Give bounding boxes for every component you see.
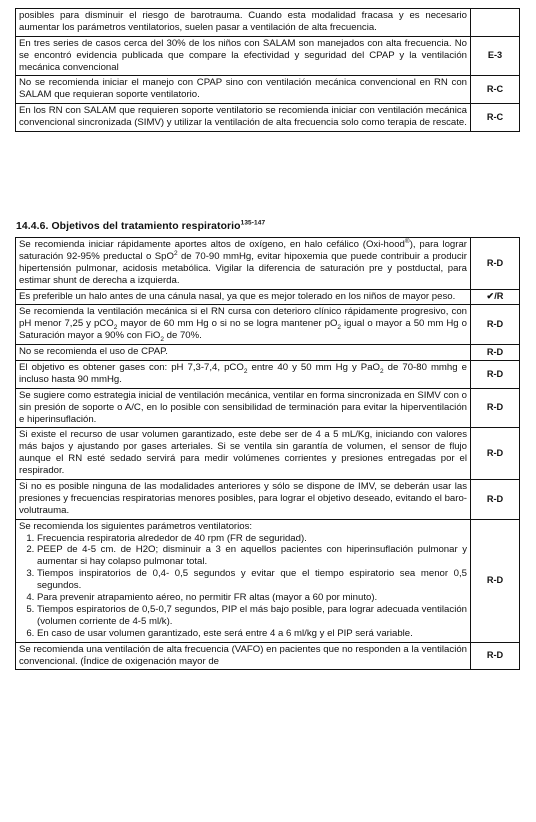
list-item: 1. Frecuencia respiratoria alrededor de 40 rpm (FR de seguridad). xyxy=(37,533,467,545)
table-row xyxy=(16,361,520,389)
row-text: El objetivo es obtener gases con: pH 7,3-7,4, pCO$_2$ entre 40 y 50 mm Hg y PaO$_2$ de 70-80 mmhg e incluso hasta 90 mmHg. xyxy=(16,361,471,389)
table-row xyxy=(16,519,520,642)
row-text: En tres series de casos cerca del 30% de los niños con SALAM son manejados con alta frecuencia. No se encontró evidencia publicada que compare la efectividad y seguridad del CPAP y la ventilación mecánica convencional xyxy=(16,36,471,76)
evidence-level: R-D xyxy=(471,388,520,428)
list-item: 5. Tiempos espiratorios de 0,5-0,7 segundos, PIP el más bajo posible, para lograr adecuada ventilación (volumen corriente de 4-5 ml/k). xyxy=(37,604,467,628)
evidence-level: R-D xyxy=(471,428,520,480)
row-text: En los RN con SALAM que requieren soporte ventilatorio se recomienda iniciar con ventilación mecánica convencional sincronizada (SIMV) y utilizar la ventilación de alta frecuencia solo como terapia de rescate. xyxy=(16,104,471,132)
evidence-level: E-3 xyxy=(471,36,520,76)
evidence-level: R-C xyxy=(471,76,520,104)
row-text: Se recomienda la ventilación mecánica si el RN cursa con deterioro clínico rápidamente progresivo, con pH menor 7,25 y pCO$_2$ mayor de 60 mm Hg o si no se logra mantener $pO_2$ igual o mayor a 50 mm Hg o Saturación mayor a 90% con FiO$_2$ de 70%. xyxy=(16,305,471,345)
row-text xyxy=(16,519,471,642)
table-row xyxy=(16,388,520,428)
list-item: 3. Tiempos inspiratorios de 0,4- 0,5 segundos y evitar que el tiempo espiratorio sea menor 0,5 segundos. xyxy=(37,568,467,592)
section-title: 14.4.6. Objetivos del tratamiento respiratorio xyxy=(16,221,241,232)
row-text: Si no es posible ninguna de las modalidades anteriores y sólo se dispone de IMV, se deberán usar las presiones y frecuencias respiratorias menores posibles, para lograr el objetivo deseado, evitando el baro-volutrauma. xyxy=(16,480,471,520)
list-item: 4. Para prevenir atrapamiento aéreo, no permitir FR altas (mayor a 60 por minuto). xyxy=(37,592,467,604)
row-text: Es preferible un halo antes de una cánula nasal, ya que es mejor tolerado en los niños de mayor peso. xyxy=(16,289,471,305)
evidence-level: R-D xyxy=(471,480,520,520)
respiratory-objectives-table xyxy=(15,237,520,670)
table-row xyxy=(16,480,520,520)
ventilatory-parameters-list xyxy=(19,533,467,640)
evidence-level: R-D xyxy=(471,361,520,389)
evidence-level: ✔/R xyxy=(471,289,520,305)
evidence-level xyxy=(471,9,520,37)
evidence-level: R-D xyxy=(471,345,520,361)
table-row xyxy=(16,9,520,37)
row-text: No se recomienda iniciar el manejo con CPAP sino con ventilación mecánica convencional en RN con SALAM que requieran soporte ventilatorio. xyxy=(16,76,471,104)
evidence-level: R-D xyxy=(471,519,520,642)
table-row xyxy=(16,104,520,132)
table-row xyxy=(16,642,520,670)
table-row xyxy=(16,345,520,361)
list-item: 2. PEEP de 4-5 cm. de H2O; disminuir a 3 en aquellos pacientes con hiperinsuflación pulmonar y aumentar si hay colapso pulmonar total. xyxy=(37,544,467,568)
section-heading xyxy=(16,221,265,234)
table-row xyxy=(16,36,520,76)
table-row xyxy=(16,238,520,290)
section-references: 135-147 xyxy=(240,219,266,227)
list-item: 6. En caso de usar volumen garantizado, este será entre 4 a 6 ml/kg y el PIP será variable. xyxy=(37,628,467,640)
evidence-level: R-D xyxy=(471,238,520,290)
table-row xyxy=(16,305,520,345)
row-text: Se sugiere como estrategia inicial de ventilación mecánica, ventilar en forma sincronizada en SIMV con o sin presión de soporte o A/C, en lo posible con sensibilidad de terminación para evitar la hiperventilación e hiperinsuflación. xyxy=(16,388,471,428)
evidence-level: R-D xyxy=(471,642,520,670)
parameters-intro: Se recomienda los siguientes parámetros ventilatorios: xyxy=(19,520,253,532)
row-text: Si existe el recurso de usar volumen garantizado, este debe ser de 4 a 5 mL/Kg, iniciando con valores más bajos y ajustando por gases arteriales. Si se ventila sin garantía de volumen, el sensor de flujo aunque el RN esté sedado servirá para medir volúmenes corrientes y presiones entregadas por el respirador. xyxy=(16,428,471,480)
evidence-level: R-C xyxy=(471,104,520,132)
table-row xyxy=(16,428,520,480)
row-text: No se recomienda el uso de CPAP. xyxy=(16,345,471,361)
previous-recommendations-table xyxy=(15,8,520,132)
row-text: posibles para disminuir el riesgo de barotrauma. Cuando esta modalidad fracasa y es necesario aumentar los parámetros ventilatorios, suelen pasar a ventilación de alta frecuencia. xyxy=(16,9,471,37)
table-row xyxy=(16,289,520,305)
row-text: Se recomienda una ventilación de alta frecuencia (VAFO) en pacientes que no responden a la ventilación convencional. (Índice de oxigenación mayor de xyxy=(16,642,471,670)
row-text: Se recomienda iniciar rápidamente aportes altos de oxígeno, en halo cefálico (Oxi-hood®), para lograr saturación 92-95% preductal o SpO$^2$ de 70-90 mmHg, evitar hipoxemia que puede contribuir a producir hipertensión pulmonar, acidosis metabólica. Vigilar la diferencia de saturación pre y postductal, para estimar shunt de derecha a izquierda. xyxy=(16,238,471,290)
evidence-level: R-D xyxy=(471,305,520,345)
table-row xyxy=(16,76,520,104)
